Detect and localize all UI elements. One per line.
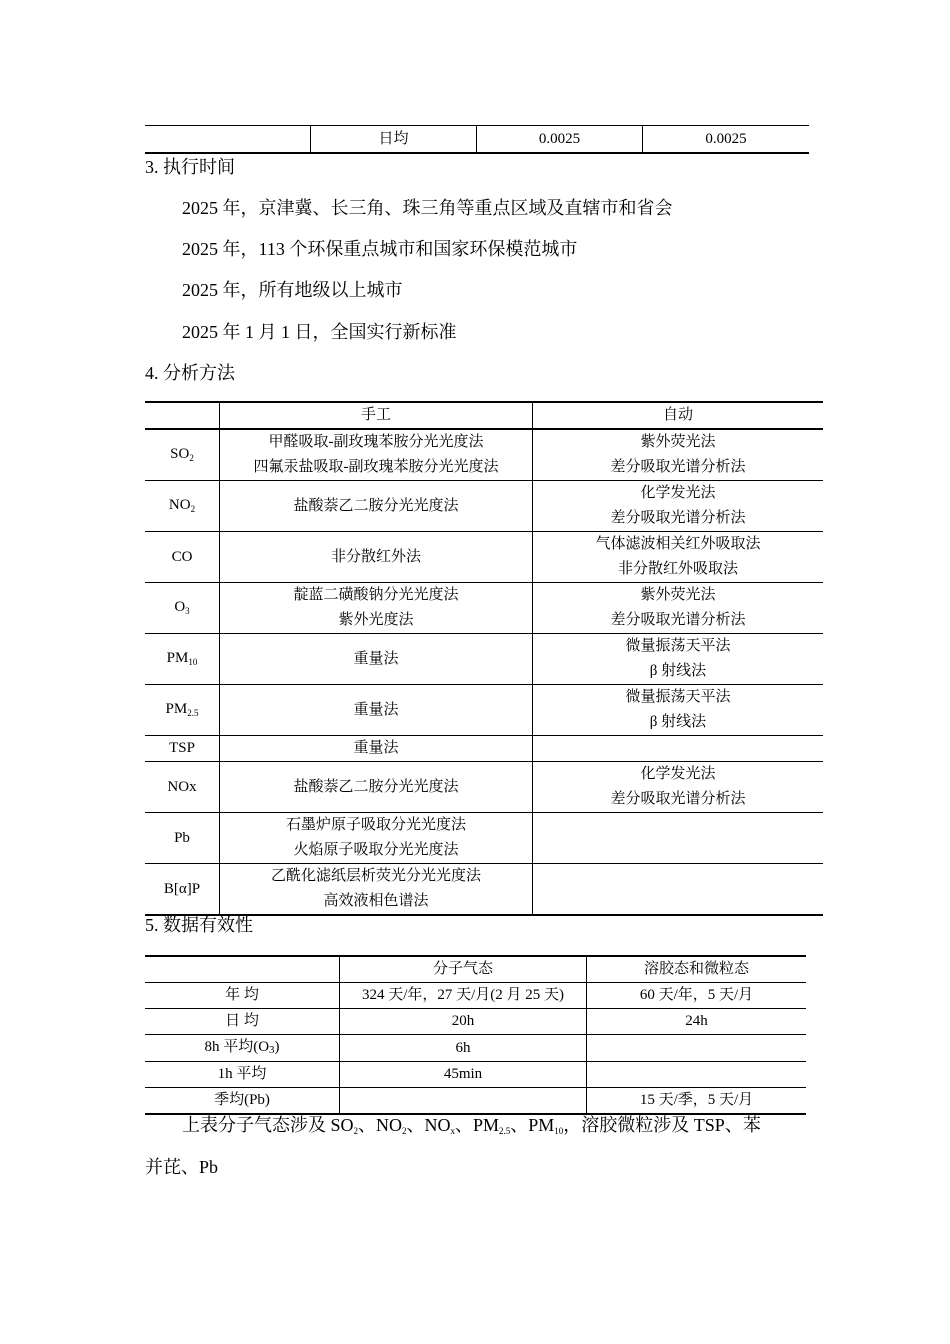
table-cell	[587, 1062, 807, 1088]
pollutant-cell	[145, 762, 220, 813]
note-text: 上表分子气态涉及 SO	[182, 1115, 354, 1135]
subscript: 3	[185, 606, 190, 616]
manual-method-cell	[220, 429, 533, 481]
manual-method-cell	[220, 685, 533, 736]
table-header-row	[145, 956, 806, 983]
method-line: 四氟汞盐吸取-副玫瑰苯胺分光光度法	[253, 459, 499, 475]
auto-method-cell	[533, 736, 824, 762]
table-cell: 24h	[587, 1009, 807, 1035]
method-line: 重量法	[353, 701, 399, 718]
table-row	[145, 736, 823, 762]
pollutant-cell	[145, 532, 220, 583]
table-header-cell	[145, 956, 340, 983]
analysis-methods-table	[145, 401, 823, 916]
method-line: 紫外荧光法	[640, 587, 716, 603]
note-text: ，溶胶微粒涉及 TSP、苯	[563, 1115, 761, 1135]
subscript: 2	[190, 504, 196, 514]
pollutant-name: TSP	[169, 740, 195, 756]
method-line: 差分吸取光谱分析法	[610, 791, 746, 807]
auto-method-cell	[533, 429, 824, 481]
table-cell: 0.0025	[643, 126, 810, 154]
manual-method-cell	[220, 583, 533, 634]
method-line: 化学发光法	[640, 485, 716, 501]
pollutant-name: Pb	[174, 829, 190, 846]
method-line: 气体滤波相关红外吸取法	[595, 536, 761, 552]
auto-method-cell	[533, 634, 824, 685]
note-text: 、PM	[510, 1115, 555, 1135]
table-header-cell: 分子气态	[340, 956, 587, 983]
method-line: β 射线法	[649, 714, 707, 730]
table-row	[145, 1062, 806, 1088]
table-cell: 0.0025	[477, 126, 643, 154]
section-heading: 4. 分析方法	[145, 363, 235, 383]
manual-method-cell	[220, 634, 533, 685]
subscript: 10	[188, 657, 198, 667]
table-row	[145, 634, 823, 685]
manual-method-cell	[220, 864, 533, 916]
auto-method-cell	[533, 583, 824, 634]
note-text: 、NO	[406, 1115, 451, 1135]
auto-method-cell	[533, 813, 824, 864]
method-line: 重量法	[353, 650, 399, 667]
auto-method-cell	[533, 864, 824, 916]
pollutant-cell	[145, 864, 220, 916]
subscript: 2	[353, 1126, 359, 1136]
table-cell: 日 均	[145, 1009, 340, 1035]
table-header-cell: 自动	[533, 402, 824, 429]
method-line: 化学发光法	[640, 766, 716, 782]
method-line: 微量振荡天平法	[625, 638, 731, 654]
pollutant-name: PM	[166, 650, 189, 666]
pollutant-cell	[145, 813, 220, 864]
method-line: 紫外光度法	[338, 612, 414, 628]
subscript: 2.5	[187, 708, 199, 718]
subscript: 3	[269, 1044, 275, 1056]
method-line: 乙酰化滤纸层析荧光分光光度法	[270, 868, 481, 884]
table-row	[145, 983, 806, 1009]
manual-method-cell	[220, 813, 533, 864]
table-cell	[145, 126, 311, 154]
paragraph-line: 2025 年，京津冀、长三角、珠三角等重点区域及直辖市和省会	[182, 198, 673, 218]
table-row	[145, 429, 823, 481]
table-cell: 15 天/季，5 天/月	[587, 1088, 807, 1115]
pollutant-name: CO	[171, 548, 193, 565]
table-cell: 年 均	[145, 983, 340, 1009]
paragraph-line: 2025 年 1 月 1 日，全国实行新标准	[182, 322, 457, 342]
subscript: 2.5	[499, 1126, 511, 1136]
method-line: 甲醛吸取-副玫瑰苯胺分光光度法	[268, 434, 484, 450]
subscript: 2	[189, 453, 194, 463]
auto-method-cell	[533, 762, 824, 813]
paragraph-line: 2025 年，113 个环保重点城市和国家环保模范城市	[182, 239, 578, 259]
table-row	[145, 481, 823, 532]
pollutant-cell	[145, 634, 220, 685]
table-header-cell: 溶胶态和微粒态	[587, 956, 807, 983]
table-row	[145, 864, 823, 916]
table-row	[145, 685, 823, 736]
table-header-cell	[145, 402, 220, 429]
table-cell: 季均(Pb)	[145, 1088, 340, 1115]
table-cell: 45min	[340, 1062, 587, 1088]
paragraph-line: 2025 年，所有地级以上城市	[182, 280, 403, 300]
method-line: 差分吸取光谱分析法	[610, 459, 746, 475]
top-table-fragment	[145, 125, 809, 154]
method-line: 差分吸取光谱分析法	[610, 510, 746, 526]
method-line: 高效液相色谱法	[323, 893, 429, 909]
table-row	[145, 583, 823, 634]
method-line: 紫外荧光法	[640, 434, 716, 450]
pollutant-name: NOx	[167, 778, 197, 795]
subscript: 2	[402, 1126, 407, 1136]
note-line: 并芘、Pb	[145, 1157, 219, 1177]
table-row	[145, 1088, 806, 1115]
table-cell: 1h 平均	[145, 1062, 340, 1088]
table-cell: 324 天/年，27 天/月(2 月 25 天)	[340, 983, 587, 1009]
method-line: 非分散红外法	[330, 548, 421, 565]
pollutant-cell	[145, 685, 220, 736]
method-line: 石墨炉原子吸取分光光度法	[285, 817, 466, 833]
table-cell	[587, 1035, 807, 1062]
method-line: 非分散红外吸取法	[617, 561, 738, 577]
table-header-cell: 手工	[220, 402, 533, 429]
table-row	[145, 532, 823, 583]
table-row	[145, 813, 823, 864]
pollutant-name: O	[174, 599, 186, 615]
table-row	[145, 762, 823, 813]
note-text: 、NO	[358, 1115, 403, 1135]
pollutant-name: PM	[165, 701, 188, 717]
method-line: 火焰原子吸取分光光度法	[293, 842, 459, 858]
manual-method-cell	[220, 481, 533, 532]
table-row	[145, 1035, 806, 1062]
manual-method-cell	[220, 736, 533, 762]
table-header-row	[145, 402, 823, 429]
pollutant-name: NO	[168, 497, 191, 513]
method-line: 微量振荡天平法	[625, 689, 731, 705]
pollutant-cell	[145, 429, 220, 481]
pollutant-cell	[145, 481, 220, 532]
auto-method-cell	[533, 481, 824, 532]
section-heading: 3. 执行时间	[145, 157, 235, 177]
data-validity-table	[145, 955, 806, 1115]
subscript: 10	[554, 1126, 564, 1136]
method-line: 重量法	[353, 740, 399, 756]
auto-method-cell	[533, 532, 824, 583]
pollutant-cell	[145, 736, 220, 762]
method-line: 盐酸萘乙二胺分光光度法	[293, 497, 459, 514]
table-cell: 60 天/年，5 天/月	[587, 983, 807, 1009]
pollutant-name: B[α]P	[163, 880, 201, 897]
table-row	[145, 1009, 806, 1035]
manual-method-cell	[220, 532, 533, 583]
pollutant-cell	[145, 583, 220, 634]
section-heading: 5. 数据有效性	[145, 915, 253, 935]
note-text: 、PM	[455, 1115, 500, 1135]
table-cell: 日均	[311, 126, 477, 154]
method-line: 差分吸取光谱分析法	[610, 612, 746, 628]
method-line: 靛蓝二磺酸钠分光光度法	[293, 587, 459, 603]
subscript: x	[450, 1126, 456, 1136]
table-cell: 8h 平均$(O_3)$	[145, 1035, 340, 1062]
manual-method-cell	[220, 762, 533, 813]
auto-method-cell	[533, 685, 824, 736]
pollutant-name: SO	[170, 446, 190, 462]
table-cell: 6h	[340, 1035, 587, 1062]
note-line	[182, 1113, 761, 1140]
table-cell: 20h	[340, 1009, 587, 1035]
table-cell	[340, 1088, 587, 1115]
method-line: 盐酸萘乙二胺分光光度法	[293, 778, 459, 795]
method-line: β 射线法	[649, 663, 707, 679]
table-row	[145, 126, 809, 154]
